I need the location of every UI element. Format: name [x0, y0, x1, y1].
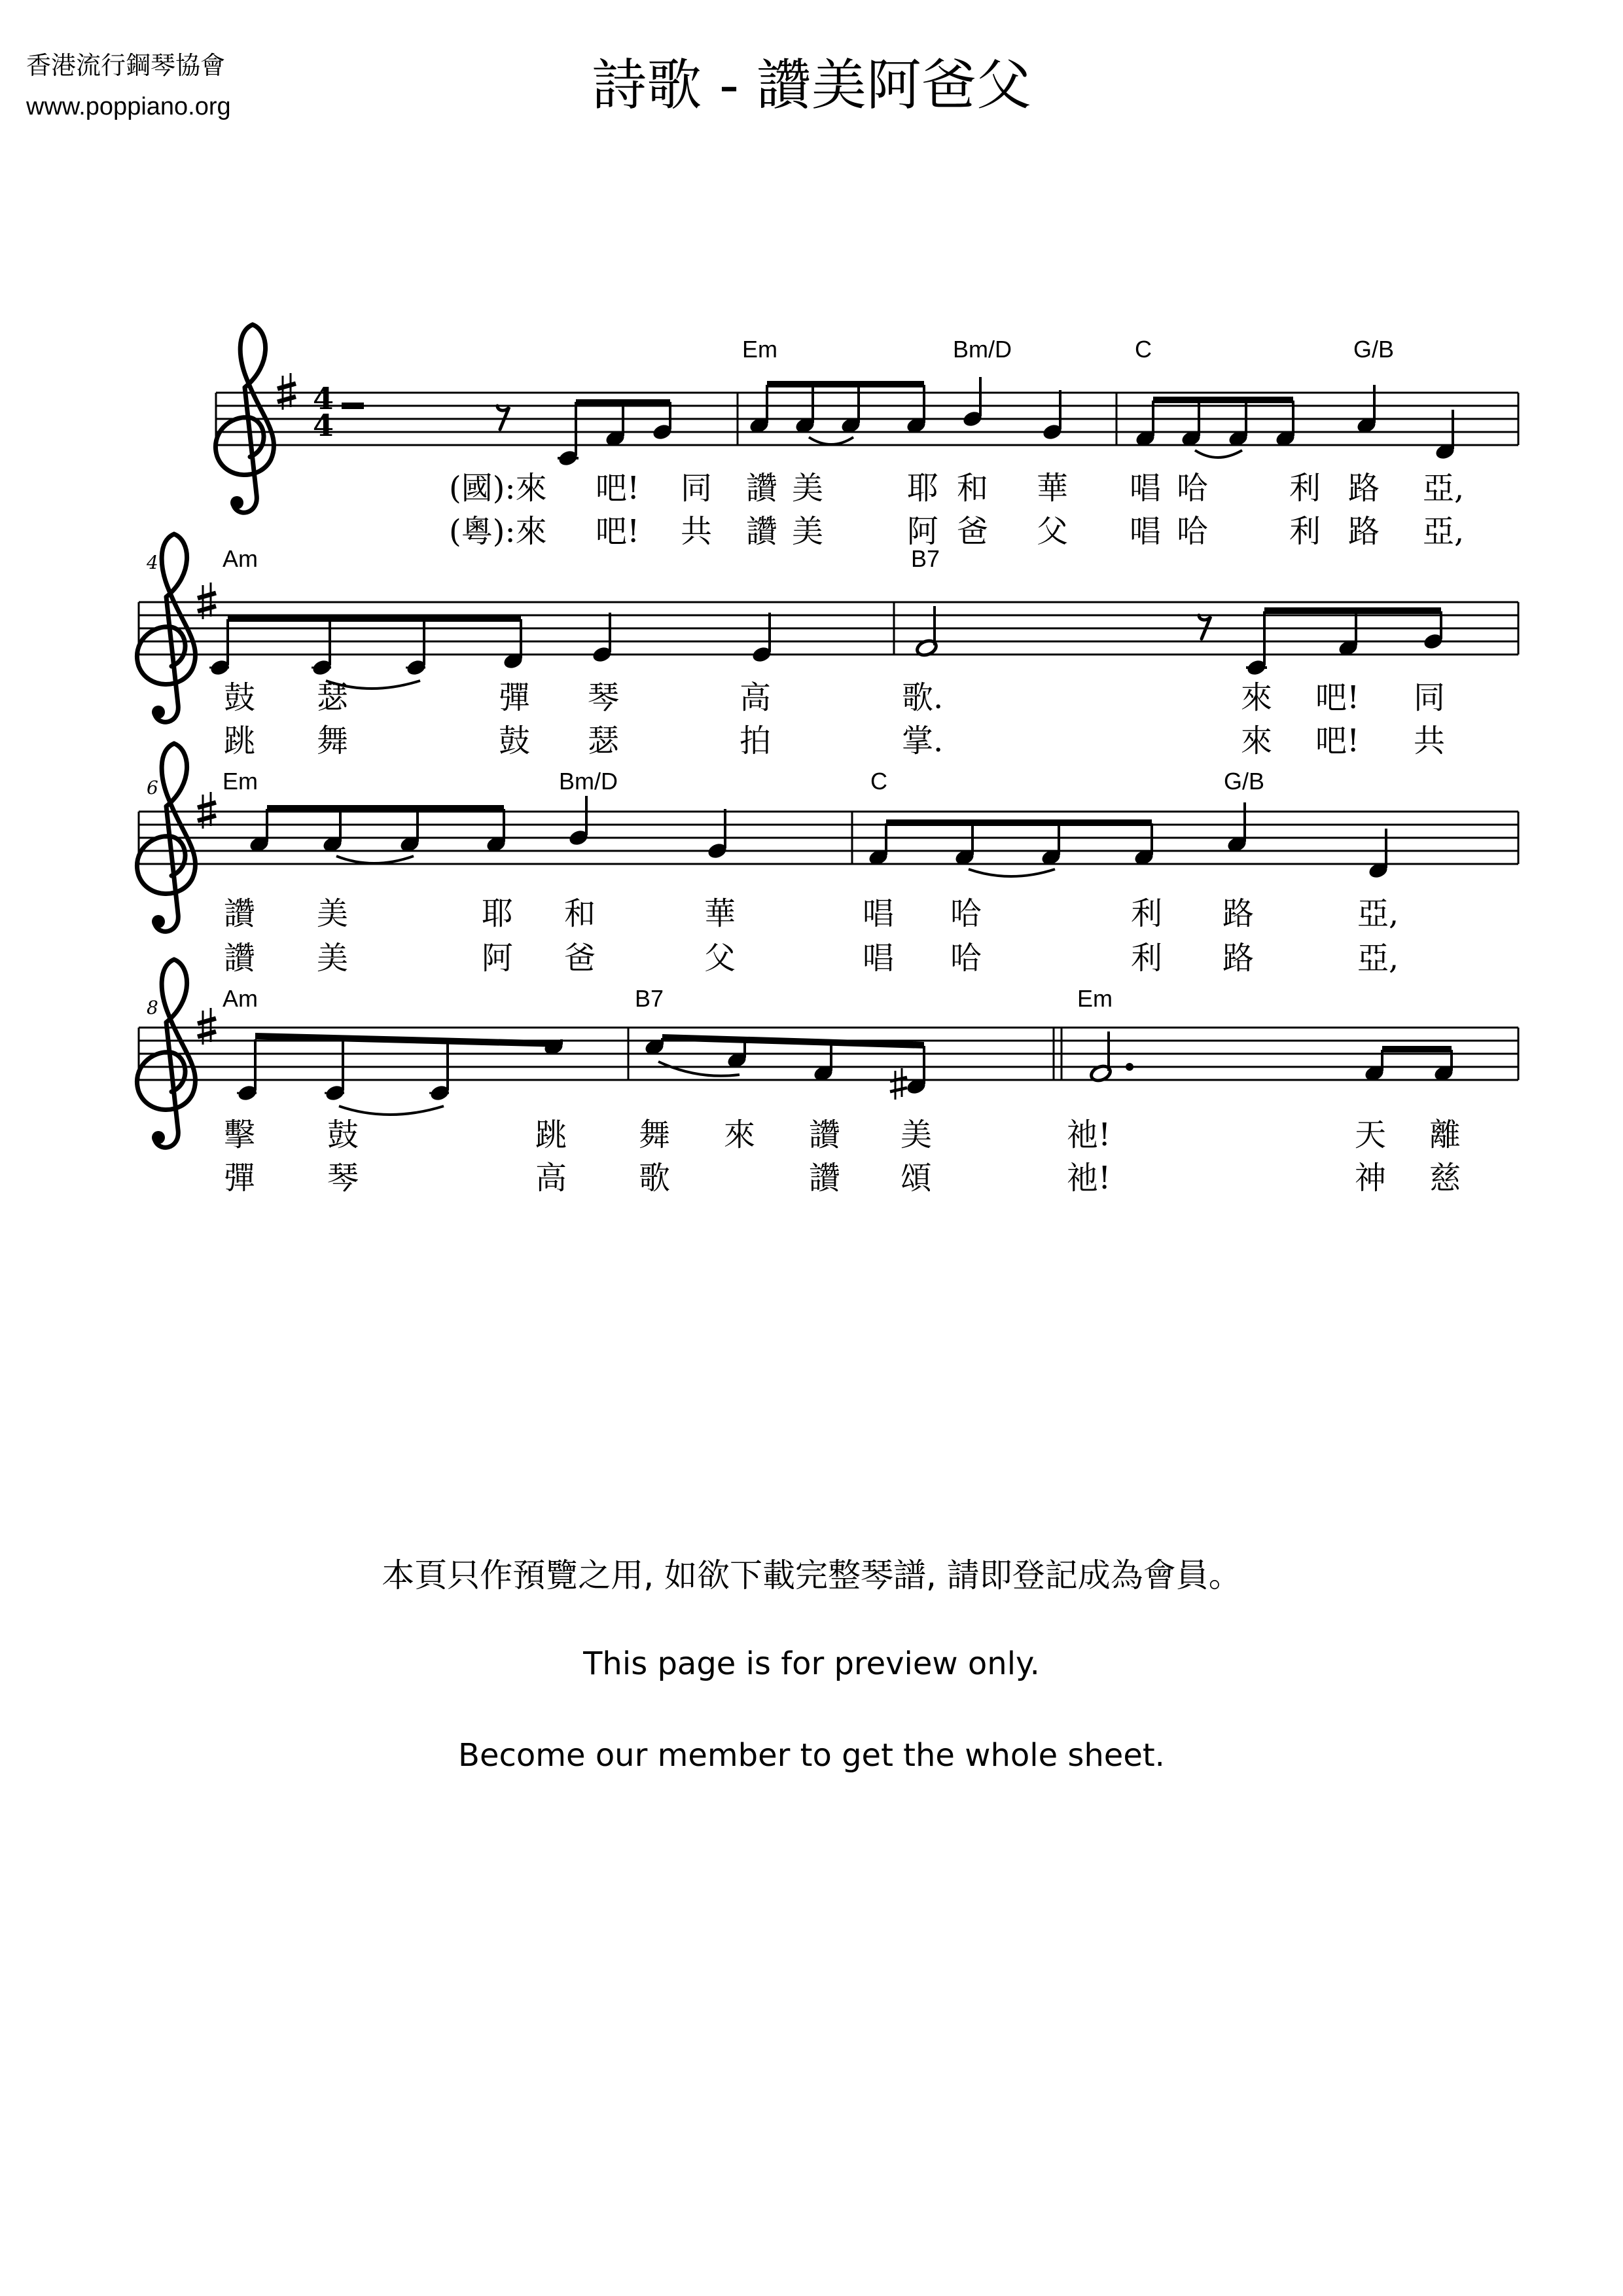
- lyric-syllable: 同: [681, 470, 713, 507]
- eighth-rest-icon: [1199, 615, 1211, 639]
- lyric-syllable: 跳: [535, 1117, 567, 1153]
- lyric-syllable: 亞,: [1423, 470, 1465, 507]
- lyric-syllable: 同: [1414, 679, 1446, 716]
- lyric-syllable: 利: [1131, 895, 1163, 932]
- lyric-syllable: 亞,: [1357, 940, 1399, 977]
- page-title: 詩歌 - 讚美阿爸父: [592, 53, 1031, 117]
- preview-notice-english-1: This page is for preview only.: [583, 1645, 1040, 1682]
- lyric-syllable: 高: [740, 679, 772, 716]
- lyric-syllable: 慈: [1429, 1160, 1461, 1196]
- lyric-syllable: 讚: [224, 940, 256, 977]
- lyric-syllable: 亞,: [1357, 895, 1399, 932]
- lyric-syllable: 哈: [1177, 513, 1209, 550]
- chord-symbol: C: [1135, 336, 1152, 363]
- measure-number: 4: [147, 552, 158, 573]
- lyric-syllable: 瑟: [588, 723, 620, 759]
- chord-symbol: Em: [223, 768, 258, 795]
- lyric-syllable: 讚: [746, 470, 778, 507]
- lyric-syllable: 歌: [639, 1160, 671, 1196]
- lyric-syllable: 瑟: [317, 679, 349, 716]
- lyric-syllable: 讚: [809, 1117, 841, 1153]
- preview-notice-chinese: 本頁只作預覽之用, 如欲下載完整琴譜, 請即登記成為會員。: [382, 1556, 1241, 1594]
- lyric-syllable: (國):來: [449, 470, 547, 507]
- lyric-syllable: 神: [1355, 1160, 1387, 1196]
- sharp-icon: [198, 792, 216, 829]
- lyric-syllable: 阿: [907, 513, 939, 550]
- chord-symbol: Bm/D: [559, 768, 618, 795]
- lyric-syllable: 父: [704, 940, 736, 977]
- lyric-syllable: 美: [317, 895, 349, 932]
- lyric-syllable: 路: [1348, 513, 1380, 550]
- half-rest-icon: [342, 403, 364, 409]
- lyric-syllable: 路: [1222, 940, 1255, 977]
- chord-symbol: G/B: [1353, 336, 1395, 363]
- lyric-syllable: 讚: [224, 895, 256, 932]
- lyric-syllable: 歌.: [902, 679, 944, 716]
- lyric-syllable: 耶: [907, 470, 939, 507]
- lyric-syllable: 和: [957, 470, 989, 507]
- sharp-icon: [198, 1008, 216, 1045]
- lyric-syllable: 吧!: [596, 470, 640, 507]
- lyric-syllable: 父: [1037, 513, 1069, 550]
- site-name: 香港流行鋼琴協會: [26, 52, 226, 80]
- measure-number: 8: [147, 997, 158, 1018]
- lyric-syllable: 天: [1355, 1117, 1387, 1153]
- eighth-rest-icon: [497, 406, 509, 429]
- sharp-icon: [198, 583, 216, 619]
- staff-system-1: [215, 325, 1518, 512]
- lyric-syllable: 祂!: [1067, 1117, 1111, 1153]
- lyric-syllable: 華: [1037, 470, 1069, 507]
- lyric-syllable: 鼓: [224, 679, 256, 716]
- lyric-syllable: 利: [1289, 470, 1321, 507]
- sharp-icon: [890, 1068, 907, 1100]
- lyric-syllable: 吧!: [596, 513, 640, 550]
- lyric-syllable: 鼓: [327, 1117, 359, 1153]
- lyric-syllable: 來: [1241, 723, 1273, 759]
- preview-notice-english-2: Become our member to get the whole sheet.: [458, 1737, 1165, 1774]
- lyric-syllable: 共: [681, 513, 713, 550]
- lyric-syllable: 哈: [1177, 470, 1209, 507]
- chord-symbol: Bm/D: [953, 336, 1012, 363]
- lyric-syllable: 琴: [588, 679, 620, 716]
- lyric-syllable: 美: [792, 470, 824, 507]
- chord-symbol: G/B: [1224, 768, 1265, 795]
- lyric-syllable: 吧!: [1315, 723, 1360, 759]
- lyric-syllable: 爸: [564, 940, 596, 977]
- lyric-syllable: 來: [724, 1117, 756, 1153]
- lyric-syllable: 美: [317, 940, 349, 977]
- chord-symbol: B7: [911, 545, 940, 572]
- lyric-syllable: 讚: [809, 1160, 841, 1196]
- lyric-syllable: 唱: [1130, 470, 1162, 507]
- lyric-syllable: 耶: [482, 895, 514, 932]
- chord-symbol: Em: [1077, 985, 1113, 1012]
- lyric-syllable: 亞,: [1423, 513, 1465, 550]
- lyric-syllable: 讚: [746, 513, 778, 550]
- lyric-syllable: 利: [1131, 940, 1163, 977]
- lyric-syllable: 阿: [482, 940, 514, 977]
- lyric-syllable: 利: [1289, 513, 1321, 550]
- lyric-syllable: 吧!: [1315, 679, 1360, 716]
- lyric-syllable: 高: [535, 1160, 567, 1196]
- lyric-syllable: 路: [1348, 470, 1380, 507]
- measure-number: 6: [147, 777, 158, 798]
- lyric-syllable: 頌: [901, 1160, 933, 1196]
- lyric-syllable: 和: [564, 895, 596, 932]
- lyric-syllable: 彈: [224, 1160, 256, 1196]
- lyric-syllable: (粵):來: [449, 513, 547, 550]
- lyric-syllable: 共: [1414, 723, 1446, 759]
- lyric-syllable: 跳: [224, 723, 256, 759]
- lyric-syllable: 爸: [957, 513, 989, 550]
- lyric-syllable: 美: [901, 1117, 933, 1153]
- time-signature-bottom: 4: [313, 408, 334, 443]
- lyric-syllable: 美: [792, 513, 824, 550]
- lyric-syllable: 來: [1241, 679, 1273, 716]
- lyric-syllable: 舞: [317, 723, 349, 759]
- lyric-syllable: 哈: [950, 940, 982, 977]
- lyric-syllable: 華: [704, 895, 736, 932]
- lyric-syllable: 彈: [499, 679, 531, 716]
- lyric-syllable: 離: [1429, 1117, 1461, 1153]
- chord-symbol: Am: [223, 985, 258, 1012]
- chord-symbol: Em: [742, 336, 777, 363]
- lyric-syllable: 琴: [327, 1160, 359, 1196]
- lyric-syllable: 唱: [863, 940, 895, 977]
- lyric-syllable: 路: [1222, 895, 1255, 932]
- lyric-syllable: 祂!: [1067, 1160, 1111, 1196]
- lyric-syllable: 唱: [863, 895, 895, 932]
- chord-symbol: C: [870, 768, 887, 795]
- sharp-icon: [277, 373, 296, 410]
- lyric-syllable: 哈: [950, 895, 982, 932]
- lyric-syllable: 掌.: [902, 723, 944, 759]
- chord-symbol: Am: [223, 545, 258, 572]
- lyric-syllable: 舞: [639, 1117, 671, 1153]
- site-url[interactable]: www.poppiano.org: [26, 93, 231, 120]
- time-signature-top: 4: [313, 381, 334, 416]
- lyric-syllable: 唱: [1130, 513, 1162, 550]
- lyric-syllable: 擊: [224, 1117, 256, 1153]
- lyric-syllable: 鼓: [499, 723, 531, 759]
- lyric-syllable: 拍: [740, 723, 772, 759]
- chord-symbol: B7: [635, 985, 664, 1012]
